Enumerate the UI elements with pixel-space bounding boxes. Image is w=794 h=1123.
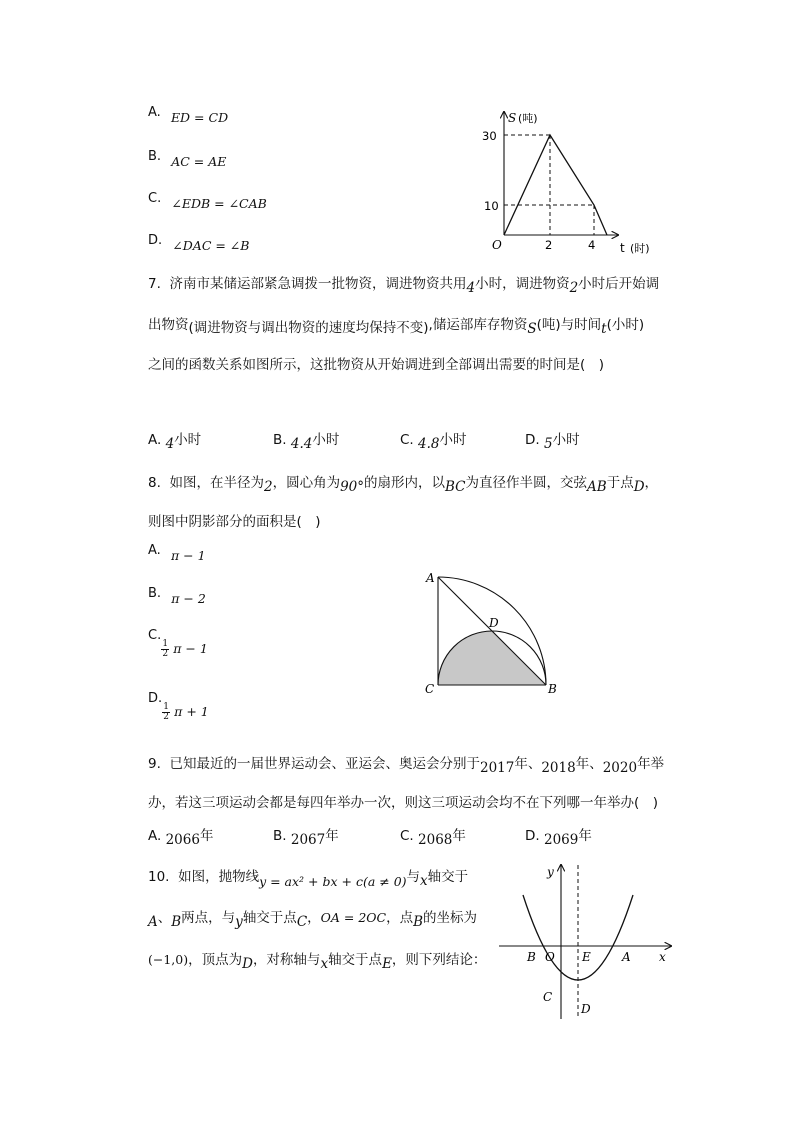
q6-option-d[interactable]: D. ∠DAC = ∠B xyxy=(148,233,250,253)
q8-figure xyxy=(418,565,568,700)
q7-function-line xyxy=(504,135,607,235)
q7-x-axis-unit: (时) xyxy=(630,242,650,255)
q7-graph xyxy=(470,100,670,260)
q8-option-c-fraction: $\frac{1}{2}$ xyxy=(162,639,169,659)
q8-option-a[interactable]: A. π − 1 xyxy=(148,543,206,563)
q8-line2: 则图中阴影部分的面积是( ) xyxy=(148,514,321,530)
q7-x-tick-2: 2 xyxy=(545,238,553,252)
q8-option-c[interactable]: C. $\frac{1}{2}$ π − 1 xyxy=(148,628,208,659)
q8-shaded-region xyxy=(438,631,546,685)
q8-option-d-fraction: $\frac{1}{2}$ xyxy=(163,702,170,722)
q10-line3: (−1,0)，顶点为D，对称轴与x轴交于点E，则下列结论： xyxy=(148,952,487,972)
q10-label-a: A xyxy=(622,950,631,964)
q7-option-a[interactable]: A. 4小时 xyxy=(148,432,202,452)
q8-option-d[interactable]: D. $\frac{1}{2}$ π + 1 xyxy=(148,691,209,722)
q8-label-c: C xyxy=(425,682,435,696)
q10-label-x: x xyxy=(659,950,666,964)
q7-x-tick-4: 4 xyxy=(588,238,596,252)
q7-x-axis-var: t xyxy=(620,241,625,255)
q10-label-b: B xyxy=(527,950,536,964)
q8-option-b[interactable]: B. π − 2 xyxy=(148,586,206,606)
q6-option-c[interactable]: C. ∠EDB = ∠CAB xyxy=(148,191,267,211)
q7-option-b[interactable]: B. 4.4小时 xyxy=(273,432,340,452)
q7-y-axis-unit: (吨) xyxy=(518,112,538,125)
q8-label-d: D xyxy=(489,616,499,630)
q7-y-tick-10: 10 xyxy=(484,199,499,213)
q8-label-a: A xyxy=(426,571,435,585)
q6-option-a[interactable]: A. ED = CD xyxy=(148,105,229,125)
q9-option-d[interactable]: D. 2069年 xyxy=(525,828,592,848)
q10-figure xyxy=(495,855,685,1025)
q9-options xyxy=(148,824,708,848)
q8-label-b: B xyxy=(548,682,557,696)
q7-y-axis-var: S xyxy=(508,111,517,125)
q7-origin: O xyxy=(492,238,502,252)
q10-label-o: O xyxy=(545,950,555,964)
q10-line2: A、B两点，与y轴交于点C，OA = 2OC，点B的坐标为 xyxy=(148,910,478,930)
q7-options xyxy=(148,428,708,452)
q10-label-d: D xyxy=(581,1002,591,1016)
q9-line1: 9. 已知最近的一届世界运动会、亚运会、奥运会分别于2017年、2018年、2020年举 xyxy=(148,756,665,776)
q7-option-d[interactable]: D. 5小时 xyxy=(525,432,580,452)
q7-line3: 之间的函数关系如图所示，这批物资从开始调进到全部调出需要的时间是( ) xyxy=(148,357,605,373)
q7-y-tick-30: 30 xyxy=(482,129,497,143)
q9-option-c[interactable]: C. 2068年 xyxy=(400,828,466,848)
q7-option-c[interactable]: C. 4.8小时 xyxy=(400,432,467,452)
q10-label-c: C xyxy=(543,990,553,1004)
q10-line1: 10. 如图，抛物线y = ax² + bx + c(a ≠ 0)与x轴交于 xyxy=(148,869,469,889)
q9-option-a[interactable]: A. 2066年 xyxy=(148,828,214,848)
q8-line1: 8. 如图，在半径为2，圆心角为90°的扇形内，以BC为直径作半圆，交弦AB于点D， xyxy=(148,475,659,495)
q6-option-b[interactable]: B. AC = AE xyxy=(148,149,227,169)
q7-line2: 出物资(调进物资与调出物资的速度均保持不变),储运部库存物资S(吨)与时间t(小时) xyxy=(148,317,645,337)
q9-option-b[interactable]: B. 2067年 xyxy=(273,828,339,848)
q10-label-e: E xyxy=(582,950,591,964)
q7-line1: 7. 济南市某储运部紧急调拨一批物资，调进物资共用4小时，调进物资2小时后开始调 xyxy=(148,276,660,296)
q9-line2: 办，若这三项运动会都是每四年举办一次，则这三项运动会均不在下列哪一年举办( ) xyxy=(148,795,659,811)
q10-label-y: y xyxy=(547,865,554,879)
